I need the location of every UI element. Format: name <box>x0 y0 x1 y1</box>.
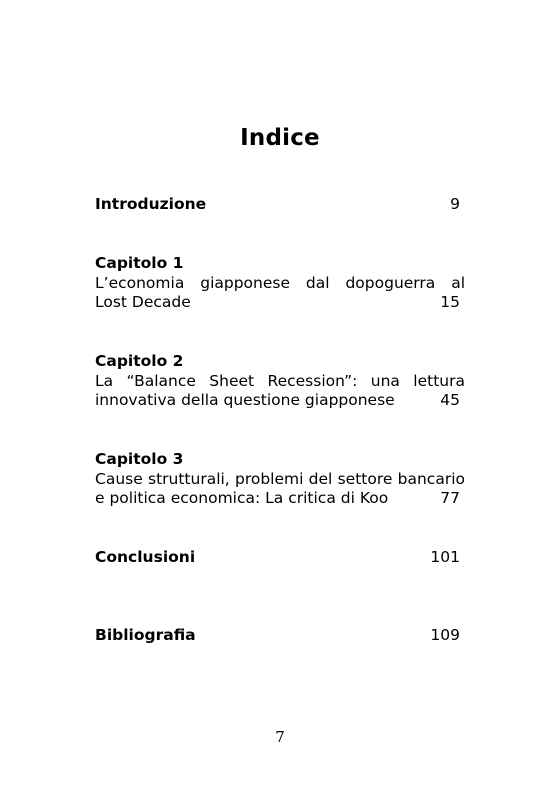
toc-page-number: 15 <box>440 293 460 311</box>
toc-page-number: 9 <box>450 195 460 213</box>
toc-page-number: 45 <box>440 391 460 409</box>
toc-entry-capitolo-1[interactable] <box>95 254 465 313</box>
toc-entry-introduzione[interactable] <box>95 195 465 215</box>
toc-description-line: L’economia giapponese dal dopoguerra al <box>95 273 465 292</box>
toc-entry-capitolo-3[interactable] <box>95 450 465 509</box>
toc-page-number: 101 <box>430 548 460 566</box>
toc-heading: Conclusioni <box>95 548 196 566</box>
page-number: 7 <box>275 728 285 746</box>
toc-description-line: Lost Decade <box>95 293 191 311</box>
toc-heading: Capitolo 3 <box>95 450 184 468</box>
toc-entry-conclusioni[interactable] <box>95 548 465 568</box>
toc-description-line: e politica economica: La critica di Koo <box>95 489 389 507</box>
toc-heading: Introduzione <box>95 195 207 213</box>
toc-heading: Capitolo 1 <box>95 254 184 272</box>
page-title: Indice <box>240 125 320 151</box>
toc-page-number: 77 <box>440 489 460 507</box>
toc-description-line: La “Balance Sheet Recession”: una lettura <box>95 371 465 390</box>
toc-heading: Capitolo 2 <box>95 352 184 370</box>
toc-entry-bibliografia[interactable] <box>95 626 465 646</box>
toc-page-number: 109 <box>430 626 460 644</box>
toc-heading: Bibliografia <box>95 626 196 644</box>
toc-description-line: Cause strutturali, problemi del settore bancario <box>95 469 465 488</box>
toc-entry-capitolo-2[interactable] <box>95 352 465 411</box>
toc-description-line: innovativa della questione giapponese <box>95 391 395 409</box>
